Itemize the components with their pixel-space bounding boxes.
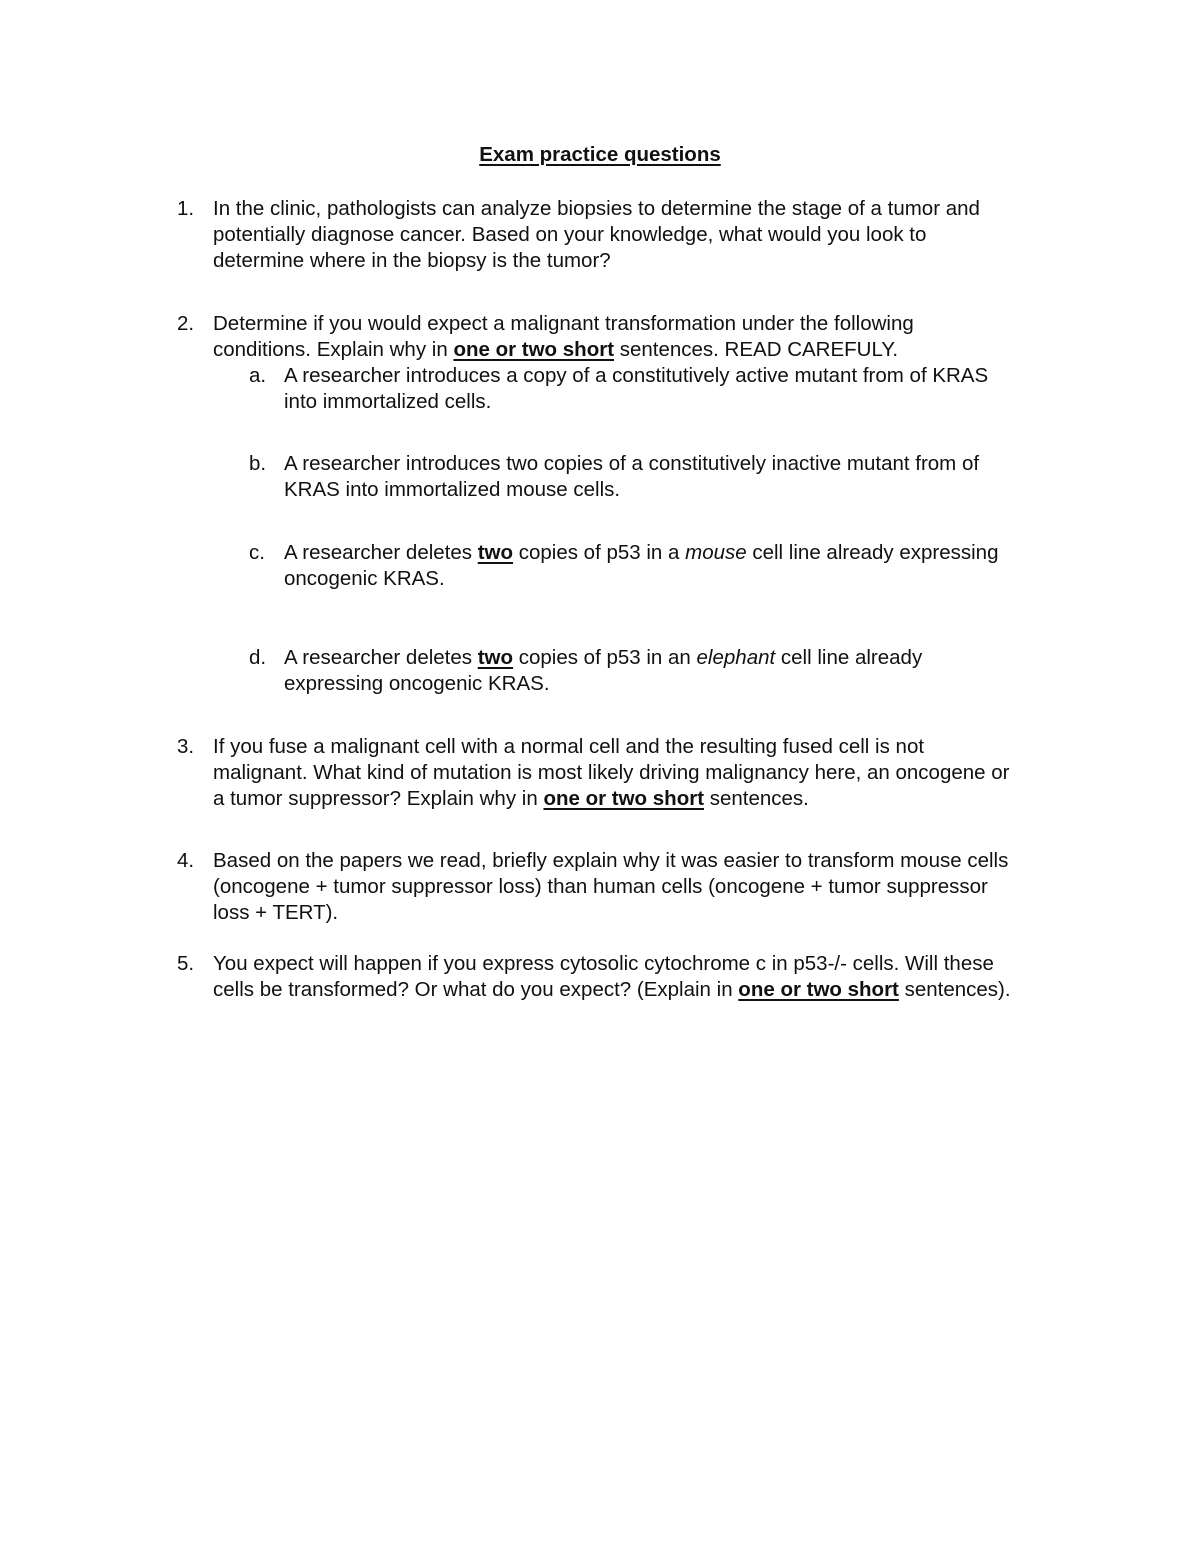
text-segment: sentences. — [704, 787, 809, 810]
question-text-line: malignant. What kind of mutation is most likely driving malignancy here, an oncogene or — [213, 761, 1010, 784]
emphasis-text: two — [477, 646, 514, 669]
question-text-line: Based on the papers we read, briefly explain why it was easier to transform mouse cells — [213, 849, 1009, 872]
question-text-line — [213, 786, 809, 812]
emphasis-text: one or two short — [453, 338, 615, 361]
question-number: 1. — [177, 197, 195, 220]
text-segment: copies of p53 in an — [513, 646, 697, 669]
question-number: 2. — [177, 312, 195, 335]
text-segment: sentences). — [898, 978, 1011, 1001]
question-text-line: loss + TERT). — [213, 901, 339, 924]
question-text-line: (oncogene + tumor suppressor loss) than human cells (oncogene + tumor suppressor — [213, 875, 988, 898]
subquestion-label: b. — [249, 452, 267, 475]
question-text-line — [213, 337, 898, 363]
text-segment: A researcher deletes — [284, 541, 478, 564]
emphasis-text: one or two short — [738, 978, 899, 1001]
subquestion-text-line: oncogenic KRAS. — [284, 567, 445, 590]
italic-text: elephant — [696, 646, 776, 669]
subquestion-text-line — [284, 645, 922, 671]
subquestion-text-line: expressing oncogenic KRAS. — [284, 672, 550, 695]
subquestion-text-line: A researcher introduces two copies of a constitutively inactive mutant from of — [284, 452, 980, 475]
text-segment: conditions. Explain why in — [213, 338, 454, 361]
page-title: Exam practice questions — [479, 143, 721, 166]
text-segment: a tumor suppressor? Explain why in — [213, 787, 544, 810]
text-segment: copies of p53 in a — [513, 541, 686, 564]
question-number: 3. — [177, 735, 195, 758]
italic-text: mouse — [685, 541, 747, 564]
emphasis-text: one or two short — [543, 787, 705, 810]
text-segment: cells be transformed? Or what do you expect? (Explain in — [213, 978, 739, 1001]
question-text-line: potentially diagnose cancer. Based on your knowledge, what would you look to — [213, 223, 927, 246]
text-segment: sentences. READ CAREFULY. — [614, 338, 899, 361]
subquestion-text-line: into immortalized cells. — [284, 390, 492, 413]
subquestion-label: d. — [249, 646, 267, 669]
text-segment: cell line already expressing — [746, 541, 999, 564]
text-segment: cell line already — [775, 646, 923, 669]
subquestion-text-line — [284, 540, 998, 566]
subquestion-text-line: KRAS into immortalized mouse cells. — [284, 478, 621, 501]
question-text-line: determine where in the biopsy is the tumor? — [213, 249, 611, 272]
question-text-line: In the clinic, pathologists can analyze biopsies to determine the stage of a tumor and — [213, 197, 980, 220]
emphasis-text: two — [477, 541, 514, 564]
text-segment: A researcher deletes — [284, 646, 478, 669]
question-number: 5. — [177, 952, 195, 975]
question-text-line: Determine if you would expect a malignant transformation under the following — [213, 312, 914, 335]
question-text-line — [213, 977, 1011, 1003]
question-number: 4. — [177, 849, 195, 872]
subquestion-label: a. — [249, 364, 267, 387]
subquestion-text-line: A researcher introduces a copy of a constitutively active mutant from of KRAS — [284, 364, 989, 387]
question-text-line: You expect will happen if you express cytosolic cytochrome c in p53-/- cells. Will these — [213, 952, 994, 975]
subquestion-label: c. — [249, 541, 265, 564]
question-text-line: If you fuse a malignant cell with a normal cell and the resulting fused cell is not — [213, 735, 925, 758]
